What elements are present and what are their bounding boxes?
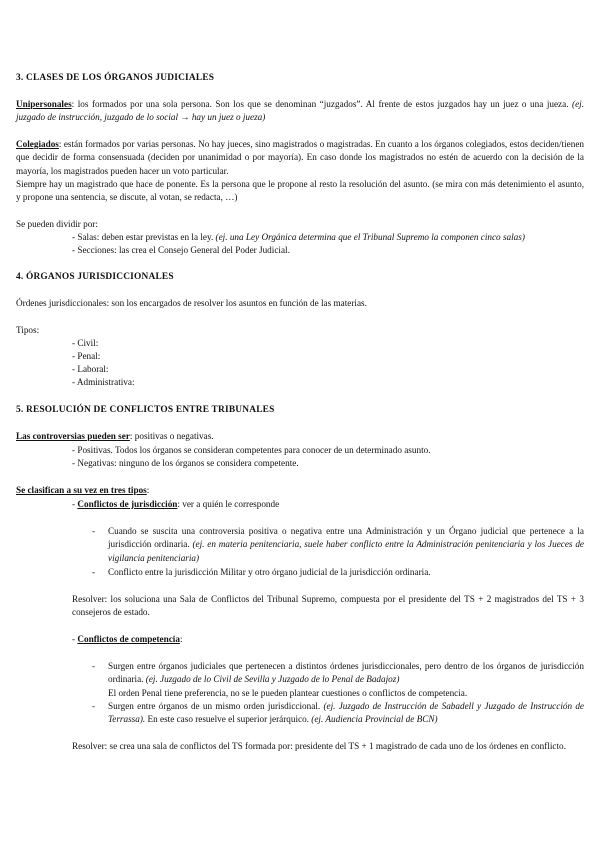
cj-bullet-1-text: Cuando se suscita una controversia positiva o negativa entre una Administración y un Órgano judicial que pertenece a la jurisdicción ordinaria. bbox=[108, 526, 584, 550]
cc-resolver-paragraph: Resolver: se crea una sala de conflictos del TS formada por: presidente del TS + 1 magistrado de cada uno de los órdenes en conflicto. bbox=[72, 741, 566, 751]
colegiados-paragraph bbox=[16, 138, 584, 178]
secciones-item: - Secciones: las crea el Consejo General del Poder Judicial. bbox=[72, 245, 290, 255]
cj-prefix: - bbox=[72, 499, 78, 509]
bullet-dash: - bbox=[92, 567, 96, 577]
clasificacion-colon: : bbox=[146, 485, 150, 495]
unipersonales-paragraph bbox=[16, 98, 584, 125]
conflictos-jurisdiccion-line bbox=[72, 498, 279, 511]
conflictos-competencia-line bbox=[72, 633, 183, 646]
dividir-label: Se pueden dividir por: bbox=[16, 219, 98, 229]
unipersonales-text: : los formados por una sola persona. Son los que se denominan “juzgados”. Al frente de estos juzgados hay un juez o una jueza. bbox=[71, 99, 569, 109]
cc-bullet-2-example: (ej. Juzgado de Instrucción de Sabadell y Juzgado de Instrucción de Terrassa). bbox=[108, 701, 585, 725]
ordenes-paragraph: Órdenes jurisdiccionales: son los encargados de resolver los asuntos en función de las materias. bbox=[16, 298, 367, 308]
section-5-heading: 5. RESOLUCIÓN DE CONFLICTOS ENTRE TRIBUNALES bbox=[16, 405, 275, 415]
controversias-text: : positivas o negativas. bbox=[129, 431, 214, 441]
section-3-heading: 3. CLASES DE LOS ÓRGANOS JUDICIALES bbox=[16, 73, 215, 83]
cc-bullet-1-note: El orden Penal tiene preferencia, no se le pueden plantear cuestiones o conflictos de competencia. bbox=[108, 688, 468, 698]
cj-resolver-paragraph: Resolver: los soluciona una Sala de Conflictos del Tribunal Supremo, compuesta por el presidente del TS + 2 magistrados del TS + 3 consejeros de estado. bbox=[72, 594, 584, 618]
controversias-line bbox=[16, 430, 214, 443]
tipo-penal: - Penal: bbox=[72, 351, 101, 361]
cc-bullet-2-text2: En este caso resuelve el superior jerárquico. bbox=[147, 714, 309, 725]
salas-example: (ej. una Ley Orgánica determina que el Tribunal Supremo la componen cinco salas) bbox=[215, 232, 525, 242]
unipersonales-term: Unipersonales bbox=[16, 99, 72, 109]
salas-text: - Salas: deben estar previstas en la ley. bbox=[72, 232, 214, 242]
cc-bullet-2-example2: (ej. Audiencia Provincial de BCN) bbox=[311, 714, 438, 725]
conflictos-jurisdiccion-term: Conflictos de jurisdicción bbox=[77, 499, 178, 509]
cj-bullet-2: Conflicto entre la jurisdicción Militar y otro órgano judicial de la jurisdicción ordinaria. bbox=[108, 567, 431, 577]
clasificacion-term: Se clasifican a su vez en tres tipos bbox=[16, 485, 147, 495]
cc-bullet-1-text: Surgen entre órganos judiciales que pertenecen a distintos órdenes jurisdiccionales, pero dentro de los órganos de jurisdicción ordinaria. bbox=[108, 661, 584, 685]
bullet-dash: - bbox=[92, 526, 96, 536]
cj-bullet-1 bbox=[108, 525, 584, 565]
tipo-civil: - Civil: bbox=[72, 338, 99, 348]
cj-bullet-1-example: (ej. en materia penitenciaria, suele haber conflicto entre la Administración penitenciaria y los Jueces de vigilancia penitenciaria) bbox=[108, 539, 584, 563]
cc-bullet-1 bbox=[108, 660, 584, 687]
cc-bullet-1-example: (ej. Juzgado de lo Civil de Sevilla y Juzgado de lo Penal de Badajoz) bbox=[145, 674, 400, 685]
conflictos-jurisdiccion-text: : ver a quién le corresponde bbox=[177, 499, 280, 509]
conflictos-competencia-term: Conflictos de competencia bbox=[77, 634, 180, 644]
positivas-item: - Positivas. Todos los órganos se consideran competentes para conocer de un determinado asunto. bbox=[72, 445, 431, 455]
ponente-paragraph: Siempre hay un magistrado que hace de ponente. Es la persona que le propone al resto la resolución del asunto. (se mira con más detenimiento el asunto, y propone una sentencia, se discute, al votan, se redacta, …) bbox=[16, 179, 584, 203]
cc-bullet-2-text: Surgen entre órganos de un mismo orden jurisdiccional. bbox=[108, 701, 321, 711]
section-4-heading: 4. ÓRGANOS JURISDICCIONALES bbox=[16, 272, 174, 282]
salas-item bbox=[72, 231, 584, 244]
clasificacion-line bbox=[16, 484, 149, 497]
colegiados-term: Colegiados bbox=[16, 139, 59, 149]
tipo-administrativa: - Administrativa: bbox=[72, 377, 135, 387]
cc-bullet-2 bbox=[108, 700, 584, 727]
negativas-item: - Negativas: ninguno de los órganos se considera competente. bbox=[72, 458, 299, 468]
tipos-label: Tipos: bbox=[16, 325, 40, 335]
unipersonales-example: (ej. juzgado de instrucción, juzgado de lo social → hay un juez o jueza) bbox=[16, 99, 585, 123]
cc-colon: : bbox=[179, 634, 183, 644]
tipo-laboral: - Laboral: bbox=[72, 364, 109, 374]
colegiados-text: : están formados por varias personas. No hay jueces, sino magistrados o magistradas. En cuanto a los órganos colegiados, estos deciden/tienen que decidir de forma consensuada (deciden por unanimidad o por mayoría). En caso donde los magistrados no estén de acuerdo con la decisión de la mayoría, los magistrados pueden hacer un voto particular. bbox=[16, 139, 584, 176]
bullet-dash: - bbox=[92, 661, 96, 671]
cc-prefix: - bbox=[72, 634, 78, 644]
controversias-term: Las controversias pueden ser bbox=[16, 431, 130, 441]
bullet-dash: - bbox=[92, 701, 96, 711]
